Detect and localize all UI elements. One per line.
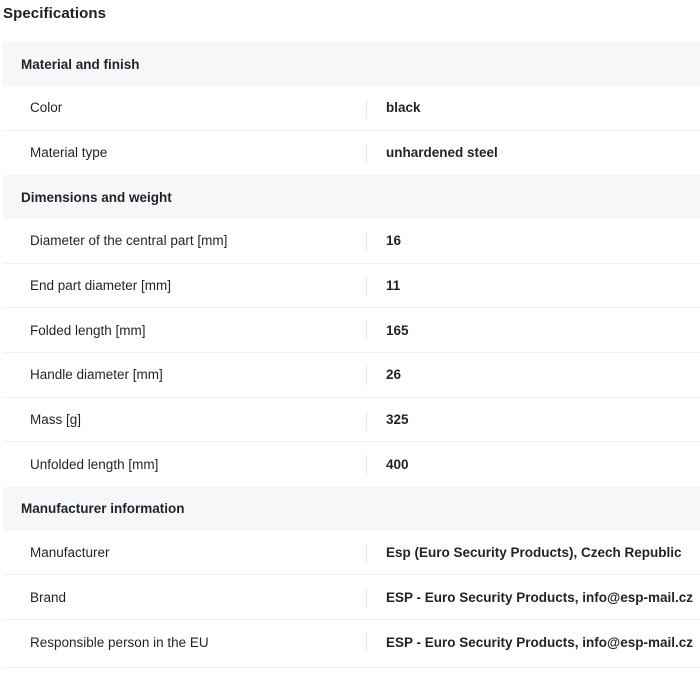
page-title: Specifications: [3, 5, 107, 22]
spec-value: 325: [386, 411, 409, 427]
spec-label: Handle diameter [mm]: [30, 367, 163, 383]
spec-row-color: [3, 86, 700, 131]
column-divider: [366, 99, 367, 118]
section-header-dimensions-and-weight: Dimensions and weight: [3, 175, 700, 219]
spec-label: Manufacturer: [30, 545, 110, 561]
spec-row-manufacturer: [3, 531, 700, 576]
column-divider: [366, 232, 367, 251]
table-bottom-divider: [3, 667, 700, 668]
spec-label: Diameter of the central part [mm]: [30, 233, 228, 249]
spec-value: 26: [386, 367, 402, 383]
column-divider: [366, 321, 367, 340]
spec-row-brand: [3, 575, 700, 620]
spec-label: Mass [g]: [30, 411, 82, 427]
section-header-manufacturer-information: Manufacturer information: [3, 487, 700, 531]
spec-value: 16: [386, 233, 402, 249]
spec-row-end-part-diameter: [3, 264, 700, 309]
spec-label: Brand: [30, 589, 67, 605]
spec-label: Responsible person in the EU: [30, 634, 209, 650]
spec-value: 165: [386, 322, 409, 338]
spec-row-material-type: [3, 131, 700, 176]
spec-value: ESP - Euro Security Products, info@esp-mail.cz: [386, 589, 693, 605]
spec-row-mass: [3, 398, 700, 443]
column-divider: [366, 455, 367, 474]
section-header-material-and-finish: Material and finish: [3, 42, 700, 86]
spec-row-central-diameter: [3, 219, 700, 264]
spec-label: Unfolded length [mm]: [30, 456, 159, 472]
column-divider: [366, 633, 367, 652]
spec-row-folded-length: [3, 308, 700, 353]
spec-value: 400: [386, 456, 409, 472]
specifications-table: [3, 42, 700, 665]
spec-row-responsible-person-eu: [3, 620, 700, 665]
column-divider: [366, 277, 367, 296]
spec-value: unhardened steel: [386, 145, 498, 161]
spec-value: 11: [386, 278, 401, 294]
spec-label: Material type: [30, 145, 108, 161]
spec-row-unfolded-length: [3, 442, 700, 487]
spec-label: End part diameter [mm]: [30, 278, 172, 294]
column-divider: [366, 588, 367, 607]
column-divider: [366, 544, 367, 563]
spec-value: black: [386, 100, 421, 116]
column-divider: [366, 366, 367, 385]
spec-label: Folded length [mm]: [30, 322, 146, 338]
column-divider: [366, 144, 367, 163]
spec-value: ESP - Euro Security Products, info@esp-mail.cz: [386, 634, 693, 650]
spec-label: Color: [30, 100, 63, 116]
spec-value: Esp (Euro Security Products), Czech Republic: [386, 545, 682, 561]
column-divider: [366, 411, 367, 430]
spec-row-handle-diameter: [3, 353, 700, 398]
